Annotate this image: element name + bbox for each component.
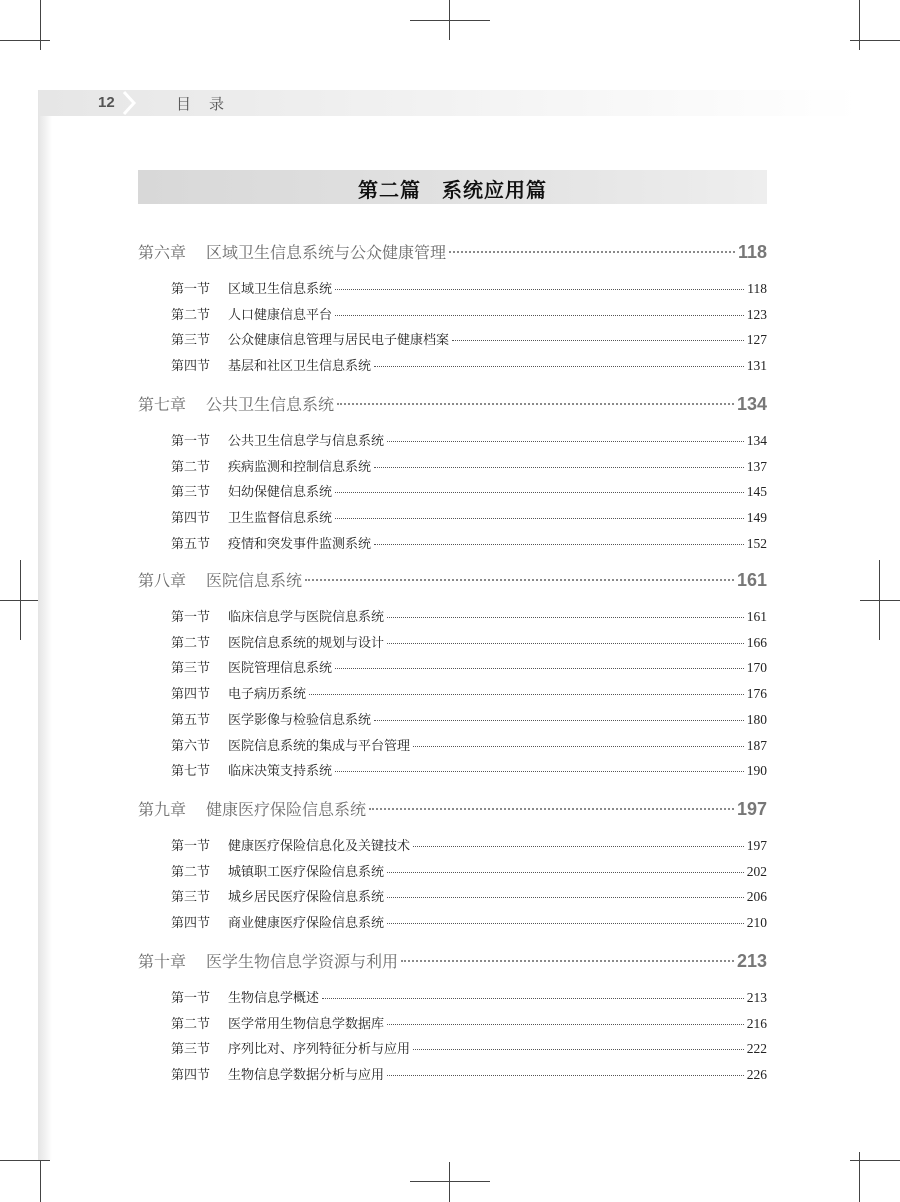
dot-leader [337, 403, 734, 405]
section-entry[interactable] [171, 912, 767, 931]
page-shadow [38, 90, 52, 1160]
section-entry-number: 第五节 [171, 536, 211, 552]
section-entry-number: 第二节 [171, 307, 211, 323]
section-entry-page: 180 [746, 711, 767, 727]
section-entry-number: 第一节 [171, 839, 211, 854]
dot-leader [387, 441, 744, 442]
section-entry-page: 187 [746, 737, 767, 753]
dot-leader [401, 960, 734, 962]
section-entry-page: 202 [746, 863, 767, 879]
dot-leader [452, 340, 744, 341]
chapter-entry-page: 197 [736, 799, 767, 819]
section-entry[interactable] [171, 430, 767, 449]
section-entry-title: 卫生监督信息系统 [228, 511, 333, 527]
section-entry-title: 公共卫生信息学与信息系统 [228, 434, 385, 449]
chapter-entry-title: 区域卫生信息系统与公众健康管理 [206, 243, 447, 262]
dot-leader [413, 846, 744, 847]
section-entry-page: 176 [746, 686, 767, 702]
chapter-entry-number: 第九章 [138, 800, 187, 819]
section-entry-title: 序列比对、序列特征分析与应用 [228, 1042, 411, 1058]
section-entry-number: 第四节 [171, 359, 211, 375]
chapter-entry[interactable] [138, 240, 767, 263]
crop-mark [860, 600, 900, 601]
section-entry-page: 170 [746, 660, 767, 676]
section-entry-title: 医院信息系统的集成与平台管理 [228, 738, 411, 754]
header-title: 目录 [176, 95, 243, 113]
section-entry-title: 基层和社区卫生信息系统 [228, 359, 372, 375]
section-entry[interactable] [171, 304, 767, 323]
section-entry-page: 206 [746, 889, 767, 905]
section-entry-page: 127 [746, 332, 767, 348]
section-entry-title: 疫情和突发事件监测系统 [228, 536, 372, 552]
section-entry[interactable] [171, 533, 767, 552]
section-entry-title: 医院管理信息系统 [228, 661, 333, 677]
section-entry[interactable] [171, 709, 767, 728]
section-entry-title: 城乡居民医疗保险信息系统 [228, 890, 385, 906]
dot-leader [335, 668, 744, 669]
section-entry-title: 人口健康信息平台 [228, 307, 333, 323]
section-entry[interactable] [171, 481, 767, 500]
section-entry-page: 226 [746, 1067, 767, 1083]
section-entry-title: 医院信息系统的规划与设计 [228, 635, 385, 651]
section-entry-page: 210 [746, 915, 767, 931]
dot-leader [374, 720, 744, 721]
dot-leader [413, 1049, 744, 1050]
section-entry[interactable] [171, 355, 767, 374]
chapter-entry-title: 健康医疗保险信息系统 [206, 800, 367, 819]
section-entry-page: 216 [746, 1015, 767, 1031]
section-entry-number: 第二节 [171, 1016, 211, 1032]
section-entry-number: 第四节 [171, 916, 211, 932]
chapter-entry-number: 第十章 [138, 952, 187, 971]
section-entry-page: 197 [746, 838, 767, 853]
section-entry-number: 第三节 [171, 333, 211, 349]
section-entry[interactable] [171, 507, 767, 526]
section-entry-title: 妇幼保健信息系统 [228, 485, 333, 501]
dot-leader [335, 518, 744, 519]
dot-leader [413, 746, 744, 747]
part-title: 第二篇 系统应用篇 [358, 178, 547, 202]
section-entry-page: 149 [746, 510, 767, 526]
crop-mark [859, 0, 860, 50]
section-entry-number: 第二节 [171, 635, 211, 651]
crop-mark [0, 40, 50, 41]
section-entry[interactable] [171, 683, 767, 702]
chapter-entry-page: 134 [736, 394, 767, 414]
section-entry-page: 213 [746, 990, 767, 1005]
dot-leader [387, 872, 744, 873]
section-entry-number: 第四节 [171, 1068, 211, 1084]
dot-leader [309, 694, 744, 695]
section-entry-page: 118 [747, 281, 767, 296]
section-entry-page: 152 [746, 535, 767, 551]
dot-leader [335, 771, 744, 772]
section-entry[interactable] [171, 886, 767, 905]
section-entry-number: 第四节 [171, 687, 211, 703]
chapter-entry[interactable] [138, 949, 767, 972]
section-entry-number: 第二节 [171, 459, 211, 475]
dot-leader [387, 1024, 744, 1025]
section-entry-number: 第六节 [171, 738, 211, 754]
section-entry[interactable] [171, 632, 767, 651]
section-entry-number: 第五节 [171, 712, 211, 728]
section-entry-title: 临床决策支持系统 [228, 764, 333, 780]
section-entry-title: 生物信息学数据分析与应用 [228, 1068, 385, 1084]
chapter-entry-title: 医院信息系统 [206, 571, 303, 590]
dot-leader [305, 579, 734, 581]
section-entry-page: 190 [746, 763, 767, 779]
section-entry-title: 生物信息学概述 [228, 991, 320, 1006]
dot-leader [387, 643, 744, 644]
part-banner [138, 170, 767, 204]
chapter-entry[interactable] [138, 568, 767, 591]
dot-leader [387, 897, 744, 898]
crop-mark [850, 40, 900, 41]
chapter-entry-number: 第八章 [138, 571, 187, 590]
section-entry[interactable] [171, 278, 767, 297]
section-entry-title: 城镇职工医疗保险信息系统 [228, 864, 385, 880]
section-entry-title: 医学常用生物信息学数据库 [228, 1016, 385, 1032]
chapter-entry-page: 213 [736, 951, 767, 971]
section-entry[interactable] [171, 1064, 767, 1083]
dot-leader [387, 923, 744, 924]
dot-leader [335, 289, 744, 290]
section-entry[interactable] [171, 456, 767, 475]
crop-mark [0, 600, 40, 601]
crop-mark [850, 1160, 900, 1161]
section-entry-page: 145 [746, 484, 767, 500]
section-entry-page: 222 [746, 1041, 767, 1057]
section-entry[interactable] [171, 657, 767, 676]
section-entry-number: 第一节 [171, 610, 211, 625]
section-entry-title: 商业健康医疗保险信息系统 [228, 916, 385, 932]
section-entry[interactable] [171, 1038, 767, 1057]
chapter-entry-title: 医学生物信息学资源与利用 [206, 952, 399, 971]
crop-mark [449, 1162, 450, 1202]
section-entry-title: 区域卫生信息系统 [228, 282, 333, 297]
dot-leader [322, 998, 744, 999]
section-entry-page: 161 [746, 609, 767, 624]
section-entry-number: 第二节 [171, 864, 211, 880]
section-entry[interactable] [171, 835, 767, 854]
section-entry[interactable] [171, 861, 767, 880]
section-entry[interactable] [171, 987, 767, 1006]
chapter-entry-page: 118 [737, 242, 767, 262]
section-entry-page: 131 [746, 358, 767, 374]
crop-mark [0, 1160, 50, 1161]
section-entry-number: 第三节 [171, 661, 211, 677]
section-entry[interactable] [171, 1013, 767, 1032]
chevron-right-icon [120, 90, 140, 116]
chapter-entry-number: 第七章 [138, 395, 187, 414]
crop-mark [410, 1181, 490, 1182]
section-entry-number: 第三节 [171, 890, 211, 906]
section-entry-number: 第一节 [171, 282, 211, 297]
section-entry-title: 公众健康信息管理与居民电子健康档案 [228, 333, 450, 349]
dot-leader [387, 1075, 744, 1076]
section-entry-page: 166 [746, 634, 767, 650]
page-number: 12 [98, 94, 115, 111]
dot-leader [449, 251, 735, 253]
section-entry[interactable] [171, 735, 767, 754]
chapter-entry-number: 第六章 [138, 243, 187, 262]
dot-leader [374, 544, 744, 545]
dot-leader [369, 808, 734, 810]
chapter-entry[interactable] [138, 392, 767, 415]
section-entry-page: 137 [746, 458, 767, 474]
chapter-entry[interactable] [138, 797, 767, 820]
dot-leader [374, 366, 744, 367]
section-entry-title: 健康医疗保险信息化及关键技术 [228, 839, 411, 854]
section-entry-number: 第三节 [171, 485, 211, 501]
crop-mark [40, 0, 41, 50]
section-entry[interactable] [171, 606, 767, 625]
section-entry-title: 临床信息学与医院信息系统 [228, 610, 385, 625]
section-entry-title: 电子病历系统 [228, 687, 307, 703]
crop-mark [410, 20, 490, 21]
dot-leader [387, 617, 744, 618]
chapter-entry-title: 公共卫生信息系统 [206, 395, 335, 414]
section-entry-number: 第一节 [171, 991, 211, 1006]
section-entry-number: 第一节 [171, 434, 211, 449]
section-entry-page: 134 [746, 433, 767, 448]
dot-leader [374, 467, 744, 468]
section-entry-title: 医学影像与检验信息系统 [228, 712, 372, 728]
section-entry-title: 疾病监测和控制信息系统 [228, 459, 372, 475]
dot-leader [335, 315, 744, 316]
section-entry-number: 第三节 [171, 1042, 211, 1058]
chapter-entry-page: 161 [736, 570, 767, 590]
section-entry-number: 第四节 [171, 511, 211, 527]
section-entry[interactable] [171, 329, 767, 348]
running-header [40, 90, 860, 116]
section-entry[interactable] [171, 760, 767, 779]
dot-leader [335, 492, 744, 493]
section-entry-page: 123 [746, 306, 767, 322]
section-entry-number: 第七节 [171, 764, 211, 780]
